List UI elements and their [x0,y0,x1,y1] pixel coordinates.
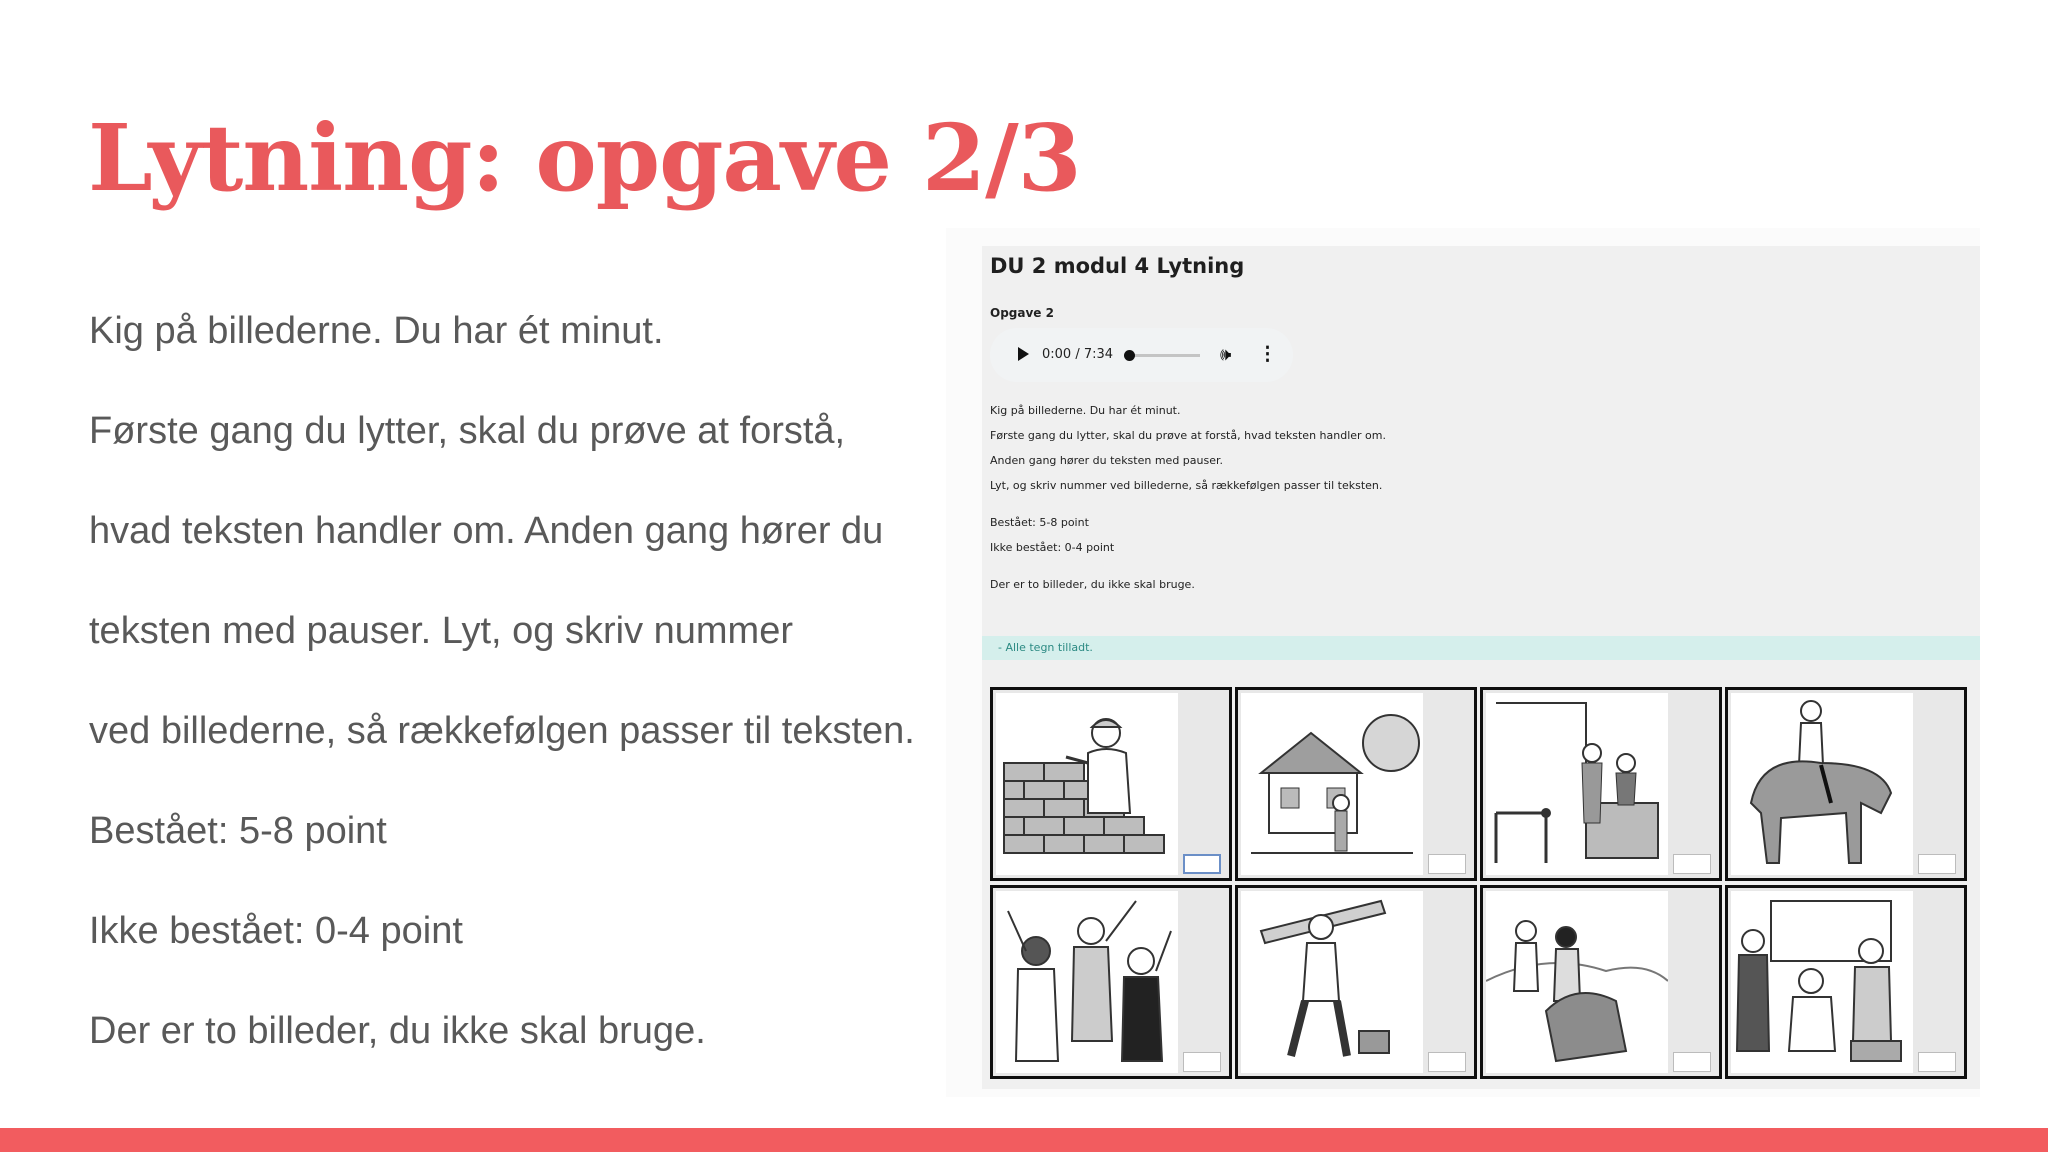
reception-desk-icon [1486,693,1668,875]
answer-box[interactable] [1428,854,1466,874]
body-line: ved billederne, så rækkefølgen passer til teksten. [89,710,915,752]
body-line: Der er to billeder, du ikke skal bruge. [89,1010,706,1052]
answer-box[interactable] [1428,1052,1466,1072]
image-card-reception [1480,687,1722,881]
play-icon[interactable] [1018,347,1029,361]
audio-time: 0:00 / 7:34 [1042,347,1114,362]
slide-title: Lytning: opgave 2/3 [88,104,1081,212]
audio-seek-bar[interactable] [1128,354,1200,357]
more-options-icon[interactable]: ⋮ [1258,344,1277,365]
seek-knob[interactable] [1124,350,1135,361]
exercise-title: DU 2 modul 4 Lytning [990,254,1245,278]
scoring-line: Bestået: 5-8 point [990,516,1089,529]
image-card-office [1725,885,1967,1079]
image-card-house [1235,687,1477,881]
body-line: Kig på billederne. Du har ét minut. [89,310,664,352]
info-banner [982,636,1980,660]
house-icon [1241,693,1423,875]
answer-box[interactable] [1673,1052,1711,1072]
image-card-worker [1235,885,1477,1079]
exercise-instructions [990,404,1386,603]
bricklayer-icon [996,693,1178,875]
party-crowd-icon [996,891,1178,1073]
body-line: Ikke bestået: 0-4 point [89,910,463,952]
riders-on-horses-icon [1486,891,1668,1073]
office-people-icon [1731,891,1913,1073]
image-card-riders [1480,885,1722,1079]
note-line: Der er to billeder, du ikke skal bruge. [990,578,1195,591]
answer-box[interactable] [1183,1052,1221,1072]
body-line: Bestået: 5-8 point [89,810,387,852]
embedded-screenshot [946,228,1980,1097]
exercise-panel [982,246,1980,1089]
image-card-rider [1725,687,1967,881]
image-card-party [990,885,1232,1079]
instruction-line: Anden gang hører du teksten med pauser. [990,454,1224,467]
exercise-subtitle: Opgave 2 [990,306,1054,320]
horse-rider-icon [1731,693,1913,875]
answer-box[interactable] [1673,854,1711,874]
image-grid [990,687,1966,1079]
image-card-bricklayer [990,687,1232,881]
scoring-line: Ikke bestået: 0-4 point [990,541,1115,554]
answer-box[interactable] [1918,854,1956,874]
info-banner-text: - Alle tegn tilladt. [998,641,1093,654]
answer-box[interactable] [1918,1052,1956,1072]
instruction-line: Lyt, og skriv nummer ved billederne, så rækkefølgen passer til teksten. [990,479,1383,492]
slide-body [89,300,949,1100]
body-line: teksten med pauser. Lyt, og skriv nummer [89,610,794,652]
body-line: Første gang du lytter, skal du prøve at forstå, [89,410,846,452]
instruction-line: Første gang du lytter, skal du prøve at forstå, hvad teksten handler om. [990,429,1386,442]
body-line: hvad teksten handler om. Anden gang hører du [89,510,884,552]
volume-icon[interactable]: 🕪 [1220,344,1232,364]
worker-carrying-planks-icon [1241,891,1423,1073]
instruction-line: Kig på billederne. Du har ét minut. [990,404,1181,417]
answer-box[interactable] [1183,854,1221,874]
audio-player[interactable] [990,328,1293,382]
bottom-accent-bar [0,1128,2048,1152]
